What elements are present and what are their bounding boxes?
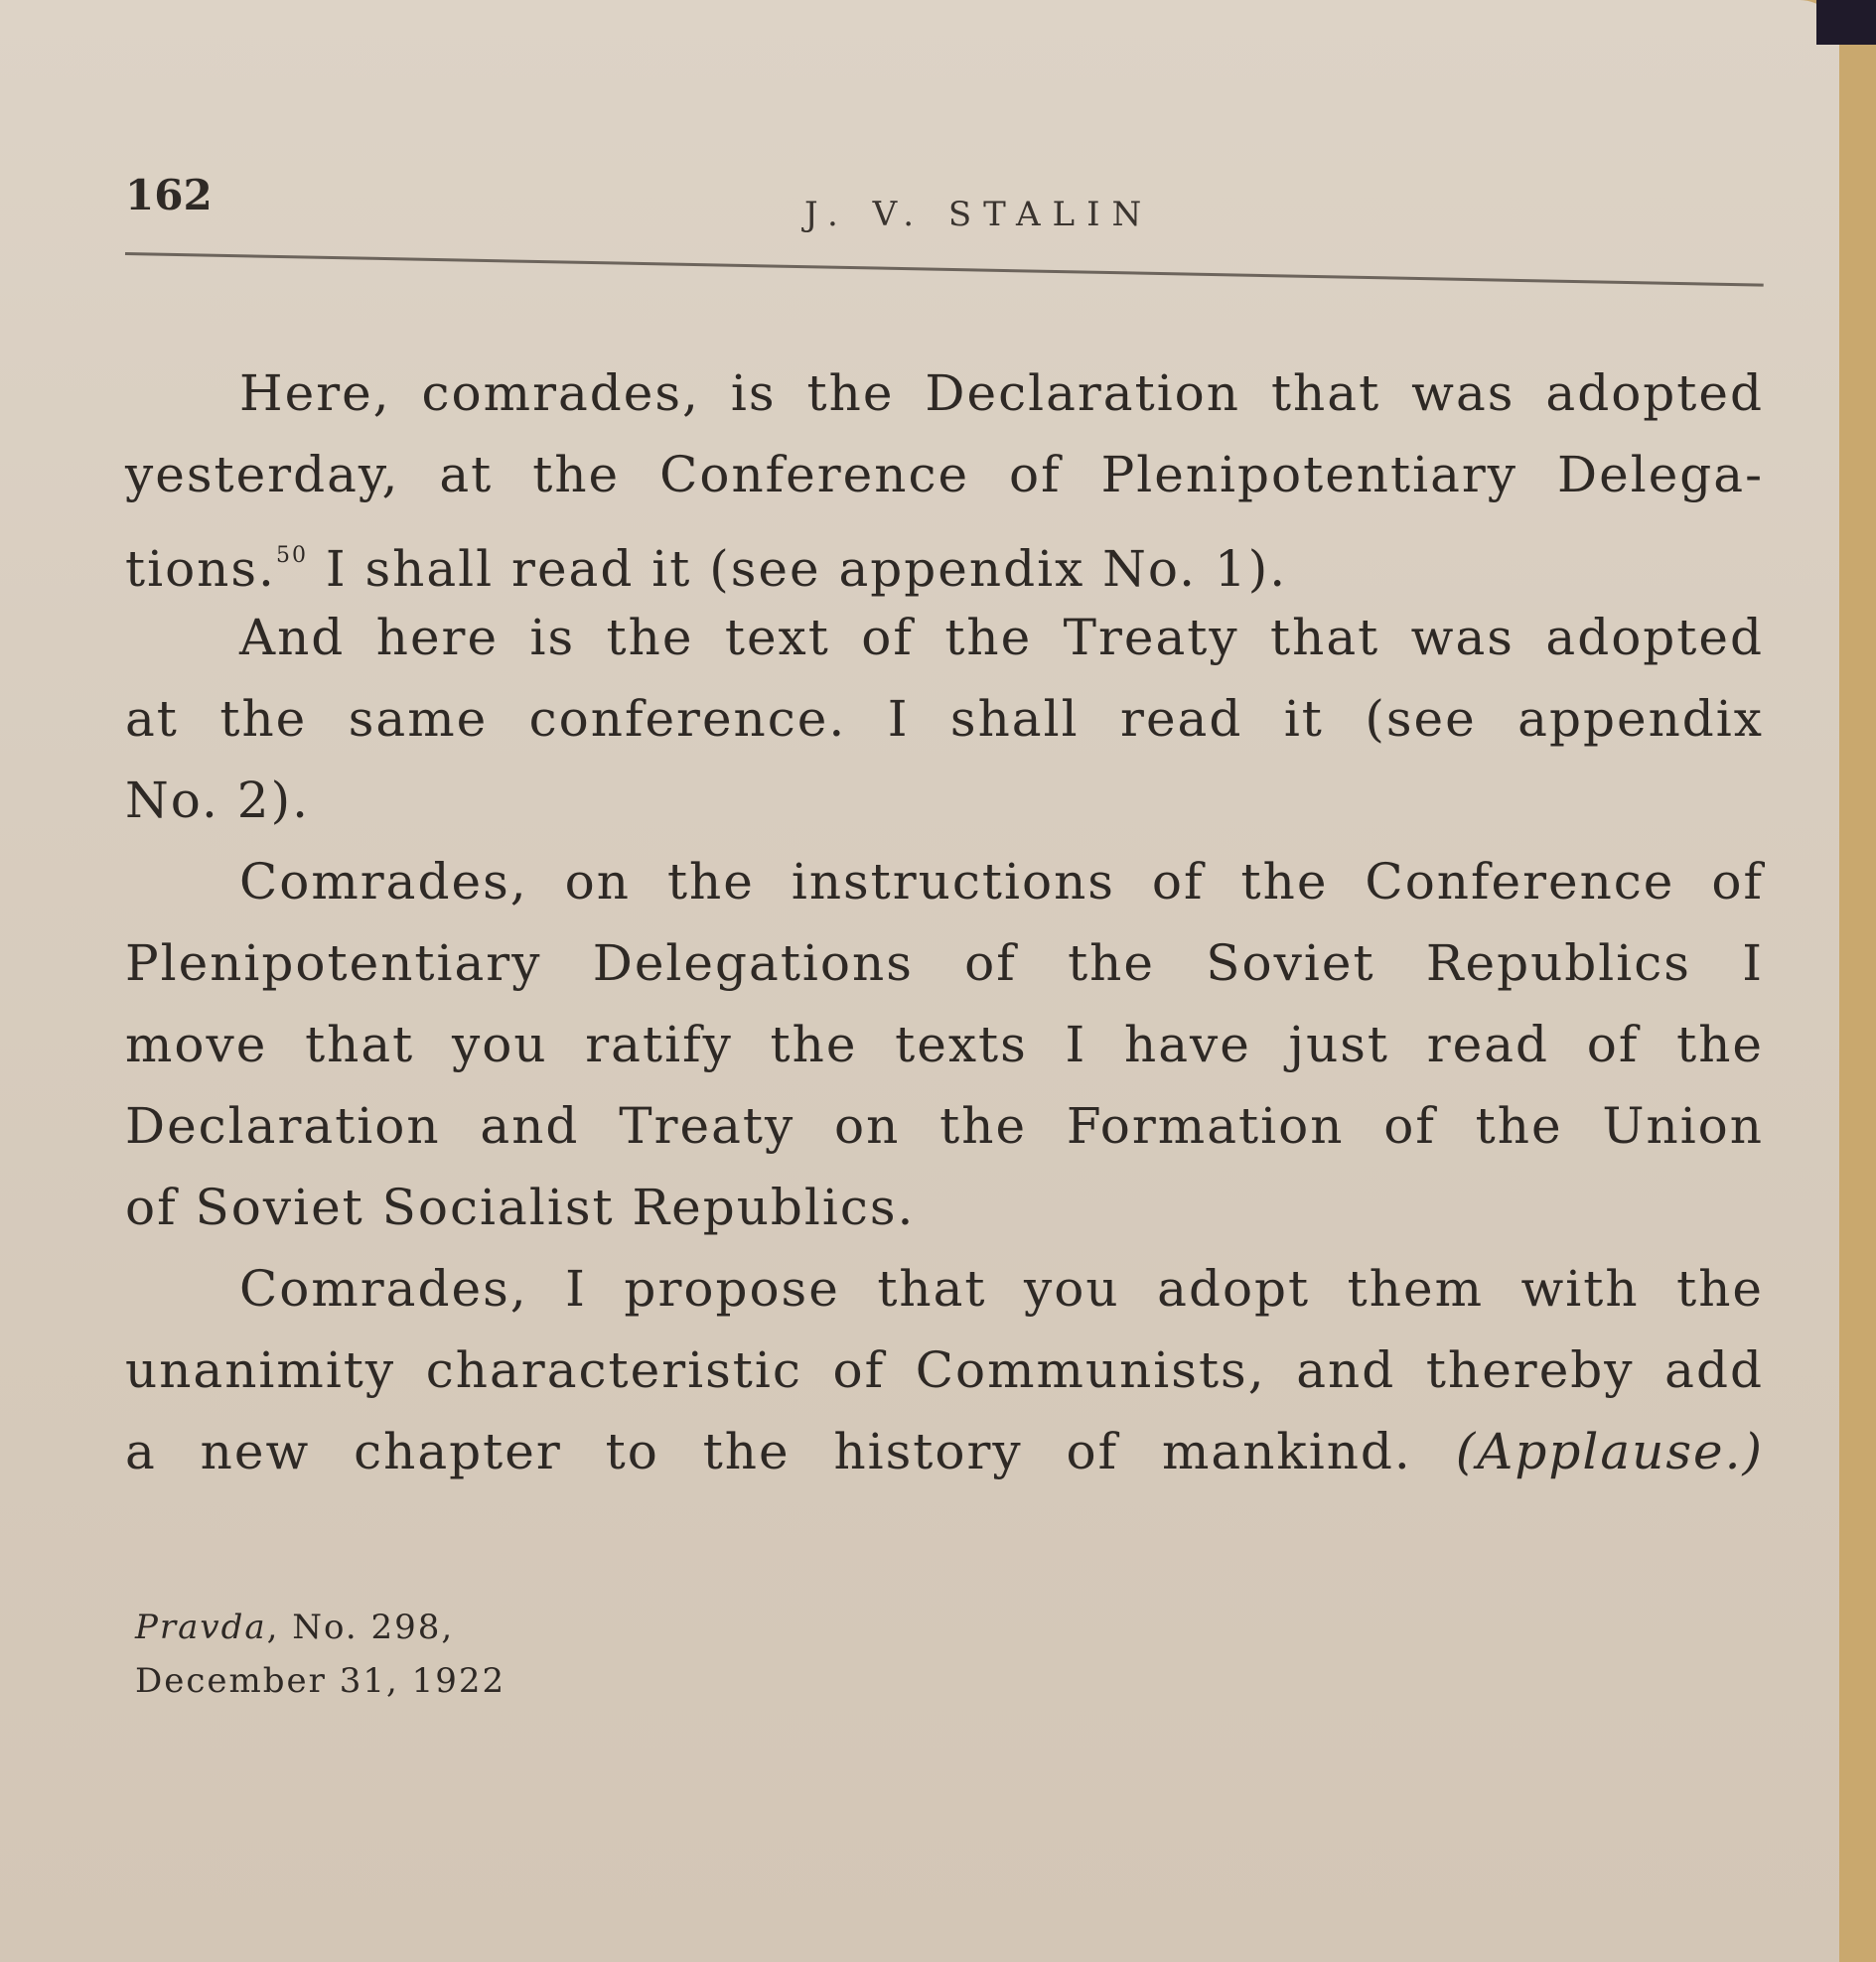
text-line: And here is the text of the Treaty that was adopted <box>239 609 1764 666</box>
source-citation <box>135 1601 505 1708</box>
background-corner <box>1816 0 1876 45</box>
text-line: Comrades, I propose that you adopt them with the <box>239 1260 1764 1318</box>
text-line <box>125 515 1764 597</box>
page-number: 162 <box>125 171 213 219</box>
paragraph-1 <box>125 352 1764 597</box>
text-fragment: a new chapter to the history of mankind. <box>125 1423 1412 1480</box>
text-line: yesterday, at the Conference of Plenipotentiary Delega- <box>125 446 1764 503</box>
text-line: Plenipotentiary Delegations of the Soviet Republics I <box>125 934 1764 992</box>
text-line: Comrades, on the instructions of the Conference of <box>239 853 1764 911</box>
source-date: December 31, 1922 <box>135 1661 506 1701</box>
text-line: unanimity characteristic of Communists, and thereby add <box>125 1341 1764 1399</box>
text-line: move that you ratify the texts I have just read of the <box>125 1016 1764 1073</box>
running-title: J. V. STALIN <box>804 195 1154 234</box>
stage-direction: (Applause.) <box>1455 1423 1764 1480</box>
paragraph-3 <box>125 841 1764 1248</box>
footnote-ref[interactable]: 50 <box>275 543 308 568</box>
text-line: Declaration and Treaty on the Formation of the Union <box>125 1097 1764 1155</box>
publication-name: Pravda <box>135 1608 267 1647</box>
text-line <box>125 1411 1764 1492</box>
paragraph-2 <box>125 597 1764 841</box>
text-line: Here, comrades, is the Declaration that was adopted <box>239 364 1764 422</box>
paragraph-4 <box>125 1248 1764 1492</box>
body-text <box>125 352 1764 1492</box>
source-line-1 <box>135 1601 505 1654</box>
text-fragment: tions. <box>125 540 276 598</box>
text-line: No. 2). <box>125 771 310 829</box>
text-line: at the same conference. I shall read it (see appendix <box>125 690 1764 748</box>
issue-number: , No. 298, <box>266 1608 455 1647</box>
text-fragment: I shall read it (see appendix No. 1). <box>325 540 1288 598</box>
text-line: of Soviet Socialist Republics. <box>125 1179 916 1236</box>
